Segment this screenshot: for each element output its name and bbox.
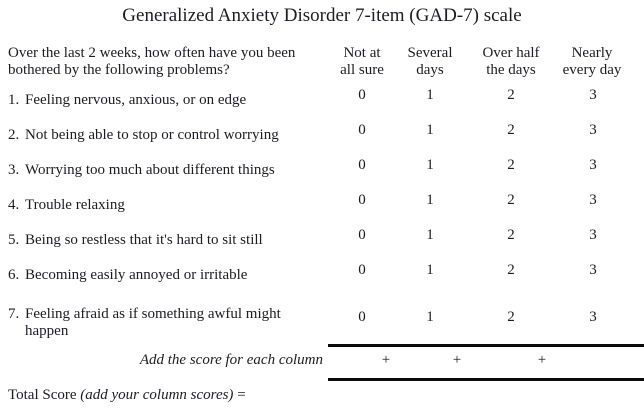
total-score-note: (add your column scores) xyxy=(80,387,234,403)
total-score-label: Total Score xyxy=(8,387,77,403)
item-row-5 xyxy=(0,227,644,262)
column-header-line: Not at xyxy=(343,45,381,61)
item-row-4 xyxy=(0,192,644,227)
score-option-1[interactable]: 1 xyxy=(426,122,434,138)
item-text xyxy=(8,127,279,144)
column-header-line: every day xyxy=(562,62,622,78)
score-option-0[interactable]: 0 xyxy=(358,262,366,278)
plus-sign: + xyxy=(381,352,391,368)
column-header-line: Several xyxy=(407,45,453,61)
item-label: Not being able to stop or control worrying xyxy=(25,127,279,143)
add-score-instruction: Add the score for each column xyxy=(139,352,323,368)
item-number: 1. xyxy=(8,92,20,108)
item-text xyxy=(8,162,275,179)
score-option-2[interactable]: 2 xyxy=(507,122,515,138)
column-header-several-days xyxy=(408,45,453,79)
column-header-line: the days xyxy=(486,62,536,78)
column-header-line: Nearly xyxy=(571,45,613,61)
total-score-equals: = xyxy=(237,387,246,403)
plus-sign: + xyxy=(537,352,547,368)
column-header-line: all sure xyxy=(340,62,384,78)
score-option-2[interactable]: 2 xyxy=(507,87,515,103)
score-option-1[interactable]: 1 xyxy=(426,227,434,243)
header-question: Over the last 2 weeks, how often have you been bothered by the following problems? xyxy=(8,45,296,78)
score-option-2[interactable]: 2 xyxy=(507,192,515,208)
score-option-2[interactable]: 2 xyxy=(507,227,515,243)
score-option-0[interactable]: 0 xyxy=(358,309,366,325)
plus-sign: + xyxy=(452,352,462,368)
column-header-over-half-days xyxy=(482,45,539,79)
item-label: Feeling nervous, anxious, or on edge xyxy=(25,92,247,108)
sum-rule-bottom xyxy=(328,378,644,381)
item-row-7 xyxy=(0,305,644,340)
sum-rule-top xyxy=(328,344,644,347)
item-number: 3. xyxy=(8,162,20,178)
score-option-0[interactable]: 0 xyxy=(358,227,366,243)
score-option-2[interactable]: 2 xyxy=(507,262,515,278)
item-text xyxy=(8,197,125,214)
item-number: 2. xyxy=(8,127,20,143)
column-header-line: days xyxy=(416,62,444,78)
item-text xyxy=(8,92,246,109)
score-option-1[interactable]: 1 xyxy=(426,157,434,173)
item-row-6 xyxy=(0,262,644,297)
total-score-line xyxy=(8,387,246,404)
score-option-3[interactable]: 3 xyxy=(589,192,597,208)
score-option-1[interactable]: 1 xyxy=(426,262,434,278)
column-header-line: Over half xyxy=(482,45,540,61)
item-number: 7. xyxy=(8,306,20,322)
score-option-1[interactable]: 1 xyxy=(426,192,434,208)
item-label: Being so restless that it's hard to sit still xyxy=(25,232,263,248)
page-title: Generalized Anxiety Disorder 7-item (GAD-7) scale xyxy=(122,5,522,26)
item-row-1 xyxy=(0,87,644,122)
score-option-0[interactable]: 0 xyxy=(358,157,366,173)
item-text xyxy=(8,232,263,249)
score-option-1[interactable]: 1 xyxy=(426,87,434,103)
item-number: 6. xyxy=(8,267,20,283)
score-option-1[interactable]: 1 xyxy=(426,309,434,325)
score-option-3[interactable]: 3 xyxy=(589,309,597,325)
score-option-0[interactable]: 0 xyxy=(358,87,366,103)
item-number: 4. xyxy=(8,197,20,213)
score-option-3[interactable]: 3 xyxy=(589,87,597,103)
score-option-2[interactable]: 2 xyxy=(507,309,515,325)
score-option-2[interactable]: 2 xyxy=(507,157,515,173)
item-row-3 xyxy=(0,157,644,192)
item-label: Becoming easily annoyed or irritable xyxy=(25,267,248,283)
item-text xyxy=(8,267,247,284)
score-option-3[interactable]: 3 xyxy=(589,157,597,173)
item-label: Worrying too much about different things xyxy=(25,162,275,178)
score-option-3[interactable]: 3 xyxy=(589,122,597,138)
item-row-2 xyxy=(0,122,644,157)
score-option-3[interactable]: 3 xyxy=(589,262,597,278)
score-option-0[interactable]: 0 xyxy=(358,122,366,138)
score-option-0[interactable]: 0 xyxy=(358,192,366,208)
item-label: Trouble relaxing xyxy=(25,197,125,213)
score-option-3[interactable]: 3 xyxy=(589,227,597,243)
column-header-not-at-all-sure xyxy=(340,45,384,79)
item-text xyxy=(8,306,325,340)
item-label: Feeling afraid as if something awful might happen xyxy=(25,306,281,339)
item-number: 5. xyxy=(8,232,20,248)
column-header-nearly-every-day xyxy=(563,45,622,79)
